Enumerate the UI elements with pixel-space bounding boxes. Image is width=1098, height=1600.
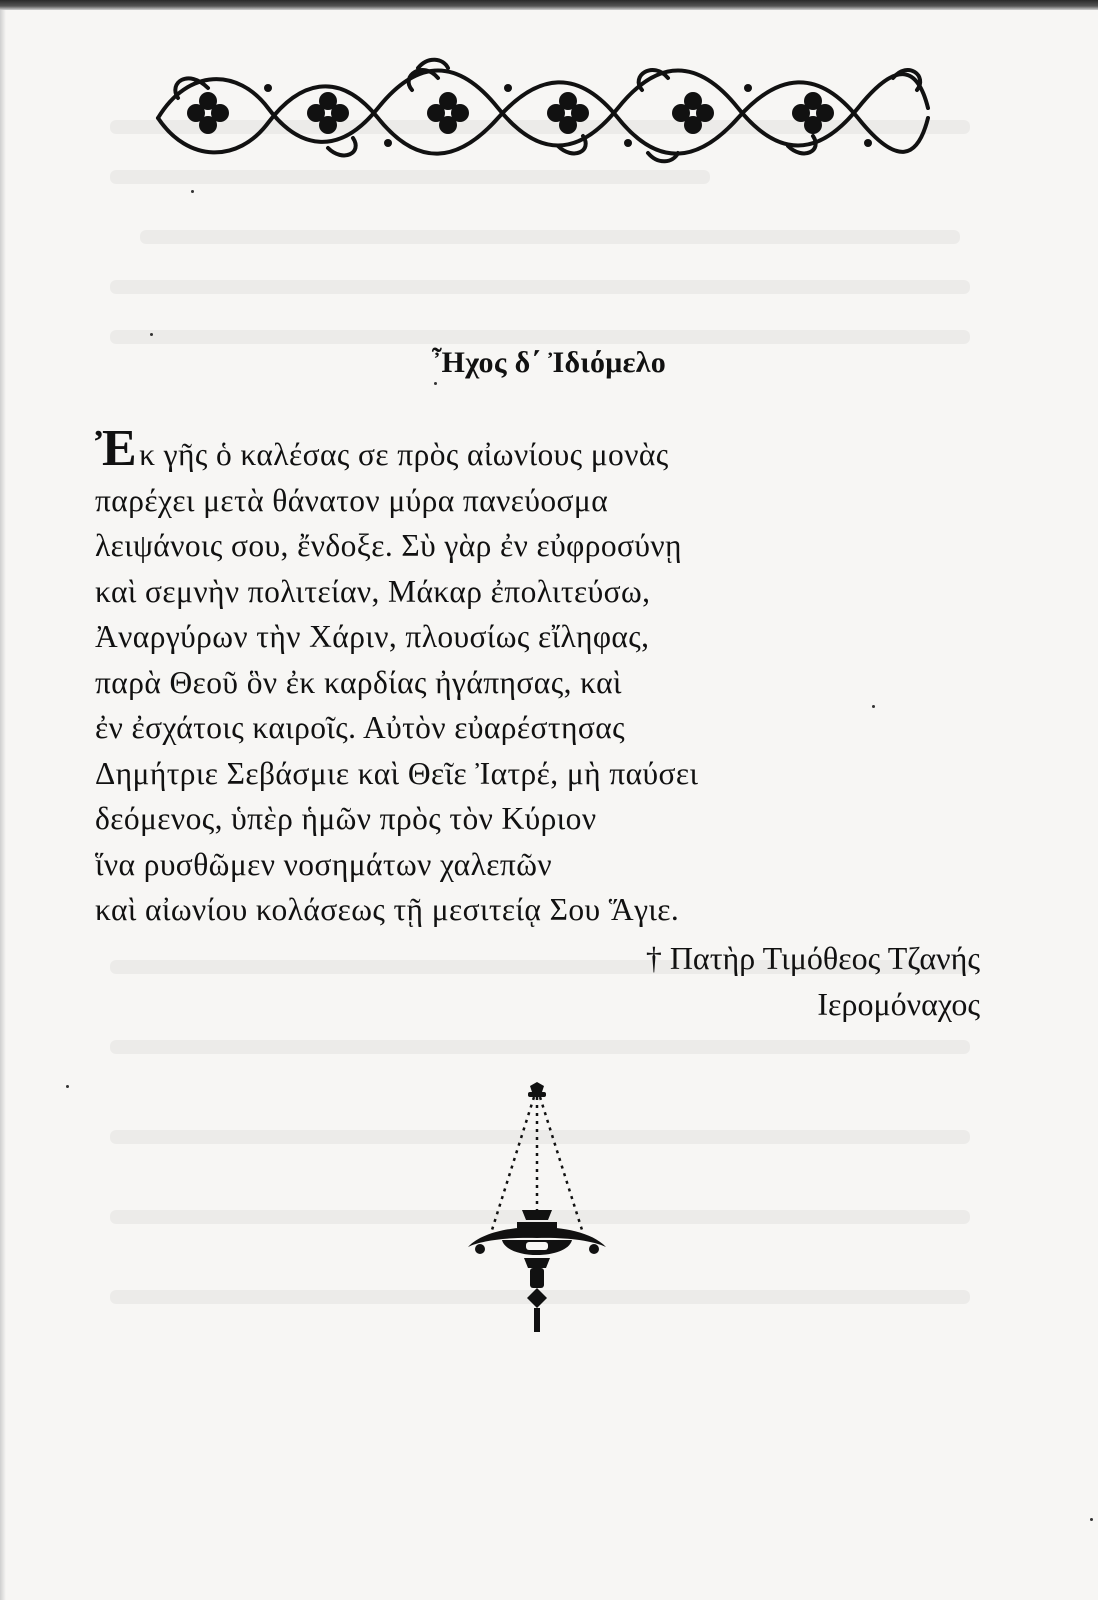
scrollwork-ornament-icon <box>148 48 938 168</box>
signature-block <box>646 935 980 1027</box>
hymn-line: καὶ αἰωνίου κολάσεως τῇ μεσιτείᾳ Σου Ἅγιε. <box>95 892 680 927</box>
scan-left-shadow <box>0 10 6 1600</box>
hymn-line: ἐν ἐσχάτοις καιροῖς. Αὐτὸν εὐαρέστησας <box>95 710 625 745</box>
hymn-text <box>95 420 995 933</box>
hymn-line: δεόμενος, ὑπὲρ ἡμῶν πρὸς τὸν Κύριον <box>95 801 597 836</box>
hymn-line: Ἀναργύρων τὴν Χάριν, πλουσίως εἴληφας, <box>95 619 650 654</box>
signature-name: † Πατὴρ Τιμόθεος Τζανής <box>645 940 980 976</box>
hymn-line-1 <box>95 420 995 478</box>
hymn-line: ἵνα ρυσθῶμεν νοσημάτων χαλεπῶν <box>95 846 552 882</box>
hymn-title: Ἦχος δ΄ Ἰδιόμελο <box>431 346 667 379</box>
hymn-line: λειψάνοις σου, ἔνδοξε. Σὺ γὰρ ἐν εὐφροσύνῃ <box>95 528 682 563</box>
scan-top-edge <box>0 0 1098 10</box>
hymn-first-line-rest: κ γῆς ὁ καλέσας σε πρὸς αἰωνίους μονὰς <box>139 437 669 472</box>
hanging-oil-lamp-icon <box>462 1082 612 1337</box>
hymn-line: καὶ σεμνὴν πολιτείαν, Μάκαρ ἐπολιτεύσω, <box>95 573 651 609</box>
drop-cap: Ἐ <box>95 420 138 477</box>
hymn-line: παρὰ Θεοῦ ὃν ἐκ καρδίας ἠγάπησας, καὶ <box>95 664 622 700</box>
hymn-line: Δημήτριε Σεβάσμιε καὶ Θεῖε Ἰατρέ, μὴ παύσει <box>95 755 699 791</box>
signature-role: Ιερομόναχος <box>817 986 980 1022</box>
hymn-line: παρέχει μετὰ θάνατον μύρα πανεύοσμα <box>95 482 609 518</box>
